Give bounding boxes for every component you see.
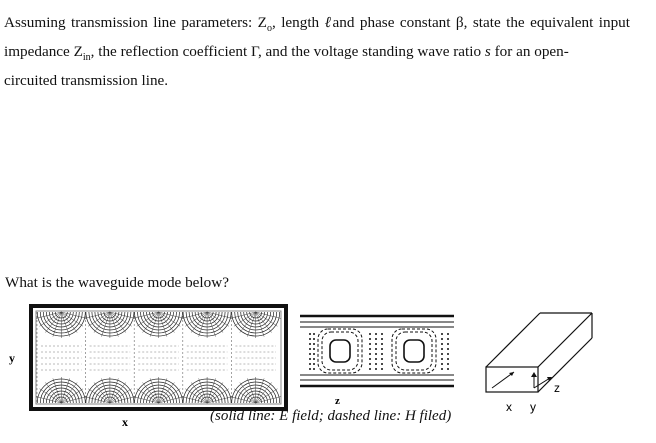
zin-subscript: in [82,52,91,64]
q1-part: , length [271,14,325,31]
q1-part: circuited transmission line. [4,72,169,90]
box-axis-y-label: y [530,400,536,414]
question-2-text: What is the waveguide mode below? [5,274,229,291]
q1-part: Assuming transmission line parameters: Z [4,14,267,31]
box-axis-x-label: x [506,400,512,414]
waveguide-3d-box-figure [478,300,608,418]
q1-part: and phase constant β, state the equivalent input [332,14,630,31]
z0-subscript: o [266,23,272,35]
question-1-text [4,11,630,92]
length-symbol: ℓ [324,14,333,31]
figure-caption: (solid line: E field; dashed line: H filed) [210,408,452,424]
x-axis-label: x [122,415,128,429]
q1-part: impedance Z [4,43,83,61]
z-axis-label: z [335,395,340,405]
waveguide-longitudinal-figure [292,300,462,405]
box-axis-z-label: z [554,381,560,395]
q1-part: , the reflection coefficient Γ, and the voltage standing wave ratio [90,43,485,61]
vswr-symbol: s [484,43,491,61]
q1-part: for an open- [490,43,569,61]
y-axis-label: y [9,351,15,365]
